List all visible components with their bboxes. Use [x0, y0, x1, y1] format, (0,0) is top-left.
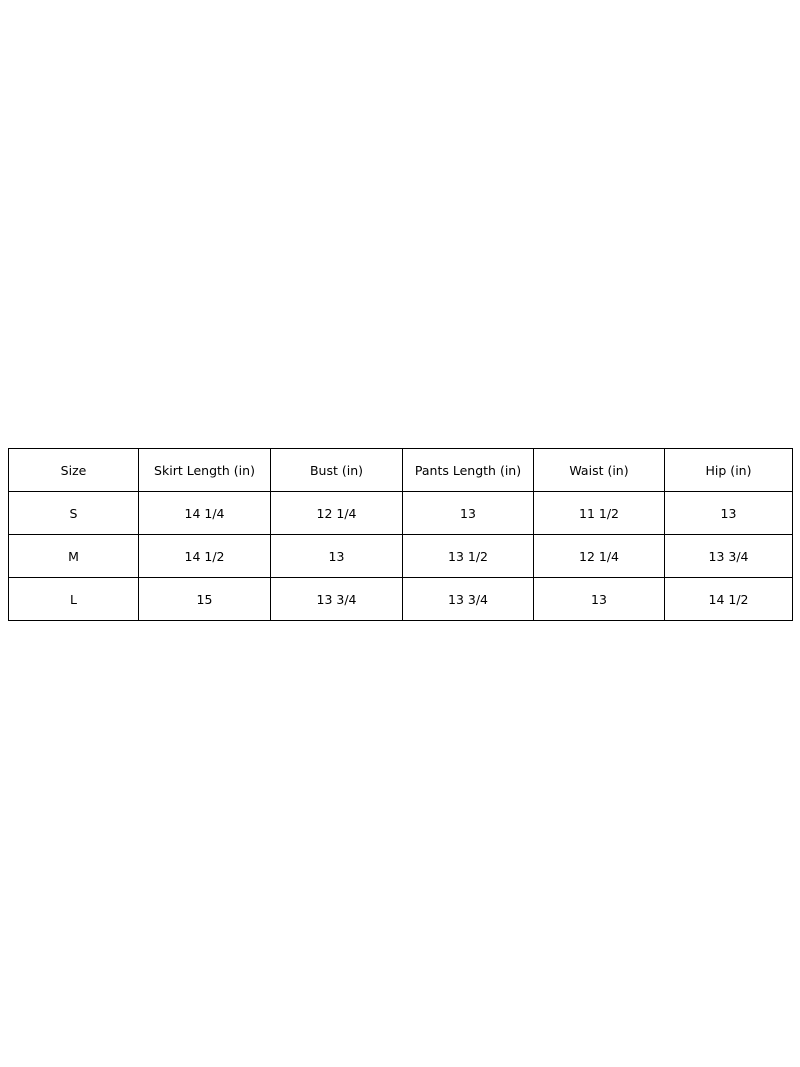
column-header-size: Size [9, 449, 139, 492]
cell-size: S [9, 492, 139, 535]
column-header-pants-length: Pants Length (in) [403, 449, 534, 492]
cell-bust: 13 3/4 [271, 578, 403, 621]
column-header-waist: Waist (in) [534, 449, 665, 492]
cell-size: L [9, 578, 139, 621]
cell-pants-length: 13 1/2 [403, 535, 534, 578]
column-header-skirt-length: Skirt Length (in) [139, 449, 271, 492]
cell-bust: 12 1/4 [271, 492, 403, 535]
cell-size: M [9, 535, 139, 578]
table-row [9, 578, 793, 621]
cell-hip: 13 3/4 [665, 535, 793, 578]
cell-pants-length: 13 3/4 [403, 578, 534, 621]
table-row [9, 492, 793, 535]
column-header-hip: Hip (in) [665, 449, 793, 492]
size-chart-table [8, 448, 793, 621]
cell-waist: 11 1/2 [534, 492, 665, 535]
cell-bust: 13 [271, 535, 403, 578]
cell-waist: 13 [534, 578, 665, 621]
cell-hip: 13 [665, 492, 793, 535]
column-header-bust: Bust (in) [271, 449, 403, 492]
table-header-row [9, 449, 793, 492]
table-row [9, 535, 793, 578]
cell-skirt-length: 14 1/4 [139, 492, 271, 535]
cell-waist: 12 1/4 [534, 535, 665, 578]
cell-pants-length: 13 [403, 492, 534, 535]
cell-hip: 14 1/2 [665, 578, 793, 621]
size-chart-container [8, 448, 792, 621]
cell-skirt-length: 14 1/2 [139, 535, 271, 578]
cell-skirt-length: 15 [139, 578, 271, 621]
